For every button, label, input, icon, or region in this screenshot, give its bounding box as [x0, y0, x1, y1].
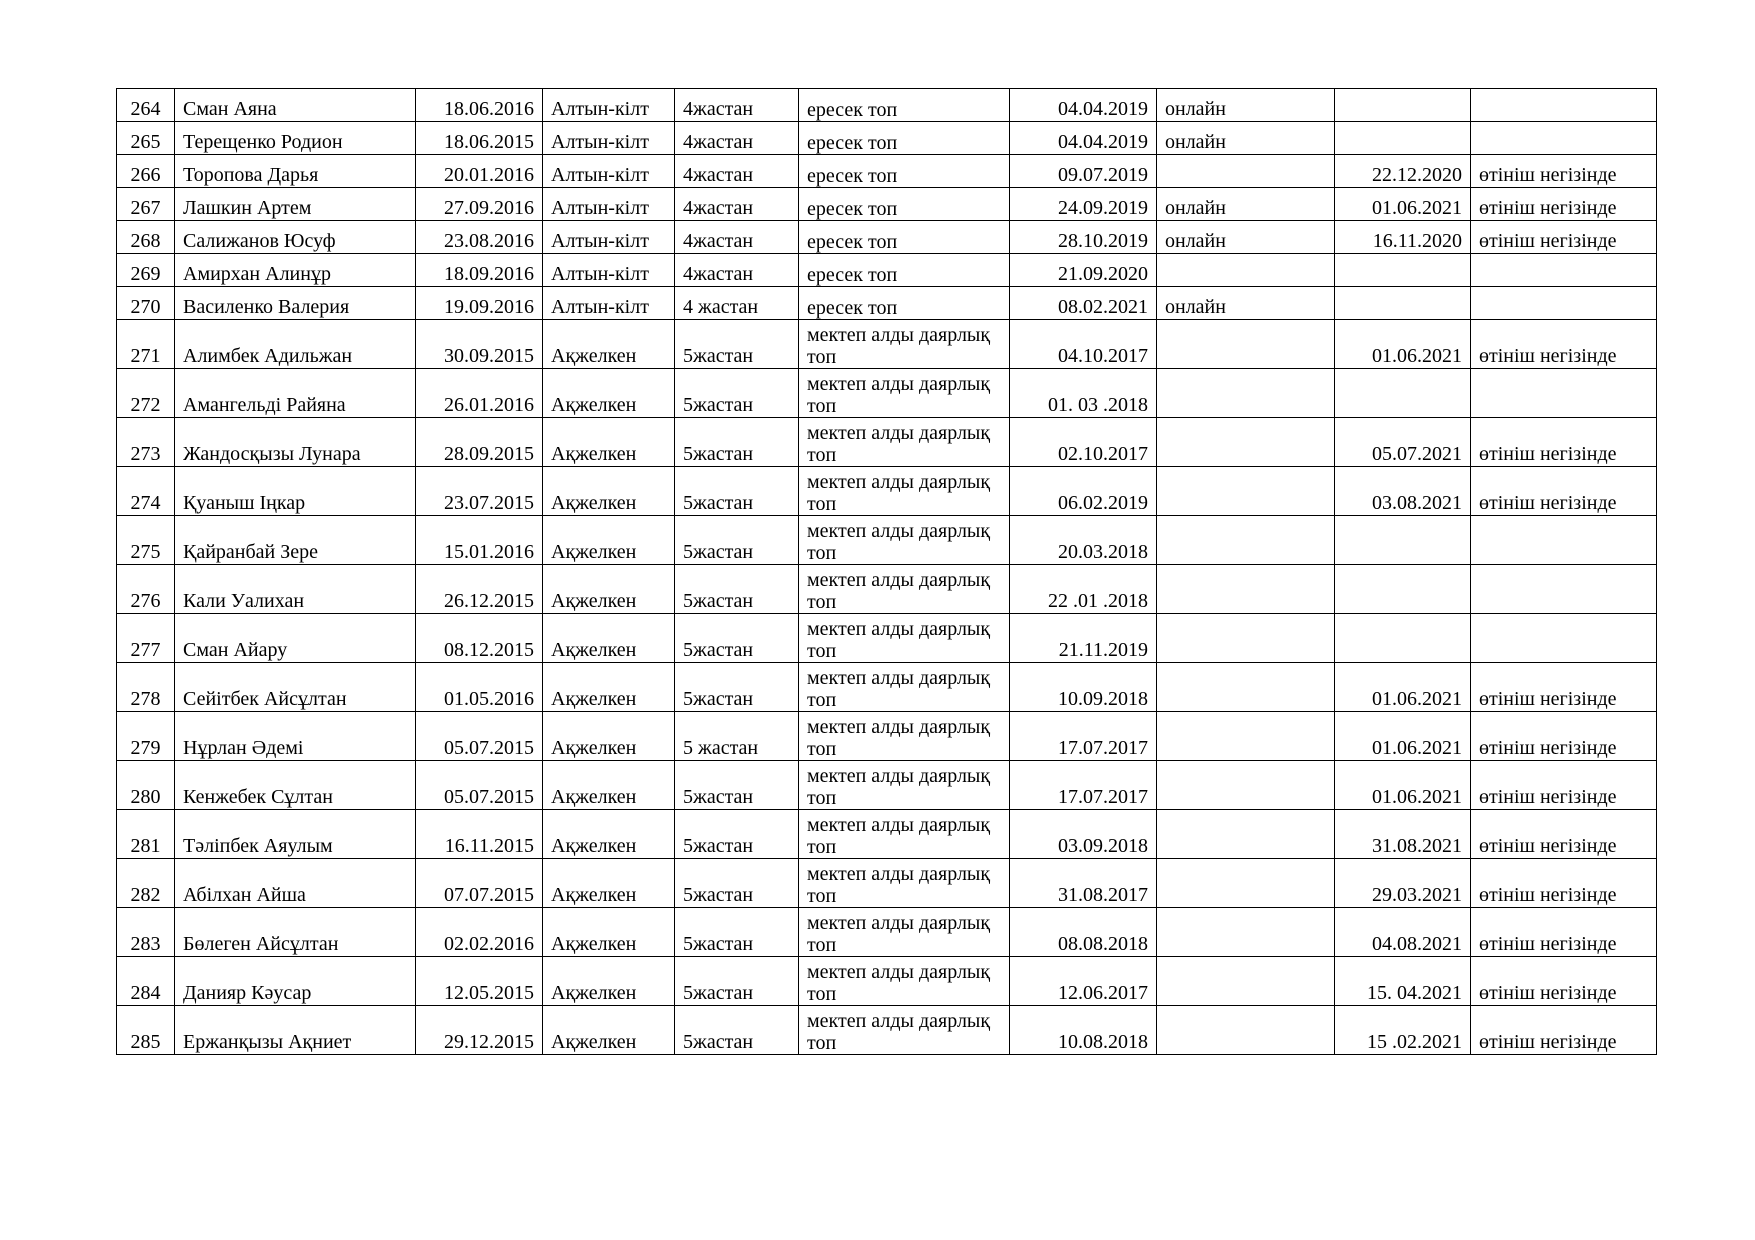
child-name-cell: Бөлеген Айсұлтан: [175, 908, 416, 957]
table-row: [117, 188, 1657, 221]
group-name-cell: Алтын-кілт: [543, 254, 675, 287]
group-type-cell: мектеп алды даярлық топ: [799, 369, 1010, 418]
admission-date-cell: 17.07.2017: [1010, 712, 1157, 761]
group-type-cell: мектеп алды даярлық топ: [799, 761, 1010, 810]
child-name-cell: Амирхан Алинұр: [175, 254, 416, 287]
leave-date-cell: [1335, 122, 1471, 155]
table-row: [117, 221, 1657, 254]
child-name-cell: Ержанқызы Ақниет: [175, 1006, 416, 1055]
child-name-cell: Қуаныш Іңкар: [175, 467, 416, 516]
table-row: [117, 89, 1657, 122]
leave-date-cell: 01.06.2021: [1335, 712, 1471, 761]
group-name-cell: Ақжелкен: [543, 320, 675, 369]
admission-date-cell: 21.11.2019: [1010, 614, 1157, 663]
row-number-cell: 280: [117, 761, 175, 810]
mode-cell: [1157, 810, 1335, 859]
age-cell: 5жастан: [675, 467, 799, 516]
age-cell: 5жастан: [675, 761, 799, 810]
leave-reason-cell: өтініш негізінде: [1471, 320, 1657, 369]
table-row: [117, 155, 1657, 188]
birth-date-cell: 01.05.2016: [416, 663, 543, 712]
birth-date-cell: 27.09.2016: [416, 188, 543, 221]
group-type-cell: мектеп алды даярлық топ: [799, 859, 1010, 908]
row-number-cell: 270: [117, 287, 175, 320]
row-number-cell: 274: [117, 467, 175, 516]
age-cell: 5жастан: [675, 810, 799, 859]
group-type-cell: мектеп алды даярлық топ: [799, 957, 1010, 1006]
leave-date-cell: [1335, 287, 1471, 320]
group-type-cell: мектеп алды даярлық топ: [799, 810, 1010, 859]
admission-date-cell: 06.02.2019: [1010, 467, 1157, 516]
group-name-cell: Алтын-кілт: [543, 287, 675, 320]
group-type-cell: мектеп алды даярлық топ: [799, 1006, 1010, 1055]
admission-date-cell: 24.09.2019: [1010, 188, 1157, 221]
leave-reason-cell: өтініш негізінде: [1471, 712, 1657, 761]
table-row: [117, 287, 1657, 320]
birth-date-cell: 18.09.2016: [416, 254, 543, 287]
row-number-cell: 283: [117, 908, 175, 957]
admission-date-cell: 28.10.2019: [1010, 221, 1157, 254]
admission-date-cell: 04.10.2017: [1010, 320, 1157, 369]
group-name-cell: Ақжелкен: [543, 565, 675, 614]
group-name-cell: Алтын-кілт: [543, 221, 675, 254]
mode-cell: [1157, 712, 1335, 761]
table-row: [117, 565, 1657, 614]
mode-cell: онлайн: [1157, 221, 1335, 254]
leave-date-cell: [1335, 565, 1471, 614]
row-number-cell: 267: [117, 188, 175, 221]
admission-date-cell: 31.08.2017: [1010, 859, 1157, 908]
table-row: [117, 810, 1657, 859]
group-type-cell: ересек топ: [799, 89, 1010, 122]
age-cell: 4жастан: [675, 188, 799, 221]
leave-reason-cell: [1471, 89, 1657, 122]
mode-cell: [1157, 663, 1335, 712]
group-name-cell: Ақжелкен: [543, 369, 675, 418]
age-cell: 4жастан: [675, 254, 799, 287]
table-row: [117, 122, 1657, 155]
row-number-cell: 273: [117, 418, 175, 467]
birth-date-cell: 08.12.2015: [416, 614, 543, 663]
group-type-cell: ересек топ: [799, 188, 1010, 221]
age-cell: 4 жастан: [675, 287, 799, 320]
child-name-cell: Кали Уалихан: [175, 565, 416, 614]
row-number-cell: 269: [117, 254, 175, 287]
birth-date-cell: 28.09.2015: [416, 418, 543, 467]
age-cell: 5жастан: [675, 565, 799, 614]
row-number-cell: 282: [117, 859, 175, 908]
child-name-cell: Кенжебек Сұлтан: [175, 761, 416, 810]
admission-date-cell: 09.07.2019: [1010, 155, 1157, 188]
row-number-cell: 281: [117, 810, 175, 859]
admission-date-cell: 20.03.2018: [1010, 516, 1157, 565]
mode-cell: [1157, 516, 1335, 565]
document-page: [116, 88, 1657, 1055]
table-row: [117, 369, 1657, 418]
birth-date-cell: 26.01.2016: [416, 369, 543, 418]
leave-date-cell: 16.11.2020: [1335, 221, 1471, 254]
admission-date-cell: 03.09.2018: [1010, 810, 1157, 859]
row-number-cell: 265: [117, 122, 175, 155]
birth-date-cell: 12.05.2015: [416, 957, 543, 1006]
leave-date-cell: 29.03.2021: [1335, 859, 1471, 908]
leave-reason-cell: [1471, 369, 1657, 418]
table-row: [117, 957, 1657, 1006]
age-cell: 5жастан: [675, 516, 799, 565]
table-row: [117, 1006, 1657, 1055]
age-cell: 5жастан: [675, 369, 799, 418]
table-body: [117, 89, 1657, 1055]
table-row: [117, 418, 1657, 467]
birth-date-cell: 05.07.2015: [416, 712, 543, 761]
row-number-cell: 277: [117, 614, 175, 663]
child-name-cell: Сейітбек Айсұлтан: [175, 663, 416, 712]
child-name-cell: Василенко Валерия: [175, 287, 416, 320]
group-name-cell: Ақжелкен: [543, 712, 675, 761]
admission-date-cell: 01. 03 .2018: [1010, 369, 1157, 418]
table-row: [117, 254, 1657, 287]
birth-date-cell: 23.08.2016: [416, 221, 543, 254]
table-row: [117, 663, 1657, 712]
row-number-cell: 285: [117, 1006, 175, 1055]
group-type-cell: ересек топ: [799, 155, 1010, 188]
birth-date-cell: 20.01.2016: [416, 155, 543, 188]
birth-date-cell: 07.07.2015: [416, 859, 543, 908]
mode-cell: [1157, 467, 1335, 516]
leave-reason-cell: өтініш негізінде: [1471, 908, 1657, 957]
leave-reason-cell: өтініш негізінде: [1471, 761, 1657, 810]
mode-cell: [1157, 1006, 1335, 1055]
birth-date-cell: 26.12.2015: [416, 565, 543, 614]
age-cell: 4жастан: [675, 122, 799, 155]
leave-date-cell: 31.08.2021: [1335, 810, 1471, 859]
mode-cell: [1157, 614, 1335, 663]
leave-date-cell: 01.06.2021: [1335, 188, 1471, 221]
leave-reason-cell: өтініш негізінде: [1471, 188, 1657, 221]
admission-date-cell: 22 .01 .2018: [1010, 565, 1157, 614]
leave-date-cell: 15 .02.2021: [1335, 1006, 1471, 1055]
age-cell: 5жастан: [675, 859, 799, 908]
age-cell: 5жастан: [675, 1006, 799, 1055]
leave-date-cell: 03.08.2021: [1335, 467, 1471, 516]
group-name-cell: Алтын-кілт: [543, 155, 675, 188]
mode-cell: [1157, 761, 1335, 810]
group-name-cell: Алтын-кілт: [543, 89, 675, 122]
row-number-cell: 276: [117, 565, 175, 614]
leave-reason-cell: [1471, 565, 1657, 614]
admission-date-cell: 17.07.2017: [1010, 761, 1157, 810]
leave-reason-cell: өтініш негізінде: [1471, 155, 1657, 188]
group-name-cell: Ақжелкен: [543, 859, 675, 908]
group-type-cell: мектеп алды даярлық топ: [799, 418, 1010, 467]
group-name-cell: Ақжелкен: [543, 614, 675, 663]
group-type-cell: мектеп алды даярлық топ: [799, 712, 1010, 761]
group-type-cell: ересек топ: [799, 221, 1010, 254]
group-type-cell: мектеп алды даярлық топ: [799, 614, 1010, 663]
row-number-cell: 279: [117, 712, 175, 761]
child-name-cell: Сман Айару: [175, 614, 416, 663]
group-name-cell: Ақжелкен: [543, 467, 675, 516]
group-type-cell: мектеп алды даярлық топ: [799, 320, 1010, 369]
group-type-cell: мектеп алды даярлық топ: [799, 908, 1010, 957]
group-type-cell: ересек топ: [799, 122, 1010, 155]
child-name-cell: Қайранбай Зере: [175, 516, 416, 565]
birth-date-cell: 02.02.2016: [416, 908, 543, 957]
group-name-cell: Ақжелкен: [543, 761, 675, 810]
leave-reason-cell: өтініш негізінде: [1471, 221, 1657, 254]
group-name-cell: Алтын-кілт: [543, 188, 675, 221]
group-type-cell: ересек топ: [799, 287, 1010, 320]
birth-date-cell: 19.09.2016: [416, 287, 543, 320]
age-cell: 5жастан: [675, 663, 799, 712]
row-number-cell: 266: [117, 155, 175, 188]
leave-date-cell: 05.07.2021: [1335, 418, 1471, 467]
row-number-cell: 284: [117, 957, 175, 1006]
age-cell: 4жастан: [675, 221, 799, 254]
leave-date-cell: 01.06.2021: [1335, 320, 1471, 369]
admission-date-cell: 04.04.2019: [1010, 89, 1157, 122]
mode-cell: [1157, 254, 1335, 287]
leave-date-cell: [1335, 614, 1471, 663]
group-type-cell: мектеп алды даярлық топ: [799, 565, 1010, 614]
mode-cell: [1157, 908, 1335, 957]
leave-date-cell: 15. 04.2021: [1335, 957, 1471, 1006]
child-name-cell: Терещенко Родион: [175, 122, 416, 155]
age-cell: 4жастан: [675, 155, 799, 188]
age-cell: 5жастан: [675, 614, 799, 663]
child-name-cell: Нұрлан Әдемі: [175, 712, 416, 761]
table-row: [117, 761, 1657, 810]
birth-date-cell: 30.09.2015: [416, 320, 543, 369]
admission-date-cell: 10.08.2018: [1010, 1006, 1157, 1055]
leave-reason-cell: өтініш негізінде: [1471, 467, 1657, 516]
table-row: [117, 614, 1657, 663]
leave-reason-cell: өтініш негізінде: [1471, 663, 1657, 712]
admission-date-cell: 08.08.2018: [1010, 908, 1157, 957]
table-row: [117, 908, 1657, 957]
group-name-cell: Ақжелкен: [543, 957, 675, 1006]
leave-date-cell: 22.12.2020: [1335, 155, 1471, 188]
table-row: [117, 516, 1657, 565]
birth-date-cell: 15.01.2016: [416, 516, 543, 565]
child-name-cell: Абілхан Айша: [175, 859, 416, 908]
mode-cell: [1157, 859, 1335, 908]
table-row: [117, 320, 1657, 369]
mode-cell: [1157, 418, 1335, 467]
group-type-cell: мектеп алды даярлық топ: [799, 663, 1010, 712]
child-name-cell: Торопова Дарья: [175, 155, 416, 188]
group-name-cell: Ақжелкен: [543, 908, 675, 957]
mode-cell: онлайн: [1157, 287, 1335, 320]
group-name-cell: Алтын-кілт: [543, 122, 675, 155]
admission-date-cell: 04.04.2019: [1010, 122, 1157, 155]
group-name-cell: Ақжелкен: [543, 418, 675, 467]
mode-cell: [1157, 320, 1335, 369]
child-name-cell: Сман Аяна: [175, 89, 416, 122]
child-name-cell: Амангельді Райяна: [175, 369, 416, 418]
leave-reason-cell: өтініш негізінде: [1471, 957, 1657, 1006]
admission-date-cell: 12.06.2017: [1010, 957, 1157, 1006]
child-name-cell: Тәліпбек Аяулым: [175, 810, 416, 859]
child-name-cell: Алимбек Адильжан: [175, 320, 416, 369]
birth-date-cell: 05.07.2015: [416, 761, 543, 810]
leave-reason-cell: [1471, 516, 1657, 565]
table-row: [117, 712, 1657, 761]
birth-date-cell: 29.12.2015: [416, 1006, 543, 1055]
mode-cell: [1157, 155, 1335, 188]
leave-date-cell: [1335, 369, 1471, 418]
leave-reason-cell: өтініш негізінде: [1471, 418, 1657, 467]
admission-date-cell: 02.10.2017: [1010, 418, 1157, 467]
row-number-cell: 268: [117, 221, 175, 254]
age-cell: 5жастан: [675, 418, 799, 467]
leave-date-cell: [1335, 254, 1471, 287]
group-type-cell: мектеп алды даярлық топ: [799, 516, 1010, 565]
group-type-cell: мектеп алды даярлық топ: [799, 467, 1010, 516]
age-cell: 5жастан: [675, 908, 799, 957]
age-cell: 4жастан: [675, 89, 799, 122]
age-cell: 5жастан: [675, 957, 799, 1006]
mode-cell: онлайн: [1157, 122, 1335, 155]
row-number-cell: 278: [117, 663, 175, 712]
child-name-cell: Жандосқызы Лунара: [175, 418, 416, 467]
group-type-cell: ересек топ: [799, 254, 1010, 287]
birth-date-cell: 18.06.2016: [416, 89, 543, 122]
leave-reason-cell: [1471, 614, 1657, 663]
group-name-cell: Ақжелкен: [543, 810, 675, 859]
child-name-cell: Данияр Кәусар: [175, 957, 416, 1006]
table-row: [117, 859, 1657, 908]
age-cell: 5жастан: [675, 320, 799, 369]
age-cell: 5 жастан: [675, 712, 799, 761]
row-number-cell: 275: [117, 516, 175, 565]
leave-reason-cell: [1471, 287, 1657, 320]
mode-cell: [1157, 957, 1335, 1006]
children-register-table: [116, 88, 1657, 1055]
mode-cell: онлайн: [1157, 188, 1335, 221]
group-name-cell: Ақжелкен: [543, 663, 675, 712]
admission-date-cell: 08.02.2021: [1010, 287, 1157, 320]
leave-date-cell: 04.08.2021: [1335, 908, 1471, 957]
leave-reason-cell: өтініш негізінде: [1471, 1006, 1657, 1055]
leave-date-cell: [1335, 89, 1471, 122]
leave-date-cell: [1335, 516, 1471, 565]
leave-reason-cell: өтініш негізінде: [1471, 859, 1657, 908]
mode-cell: онлайн: [1157, 89, 1335, 122]
leave-reason-cell: [1471, 254, 1657, 287]
birth-date-cell: 16.11.2015: [416, 810, 543, 859]
birth-date-cell: 23.07.2015: [416, 467, 543, 516]
leave-reason-cell: өтініш негізінде: [1471, 810, 1657, 859]
row-number-cell: 272: [117, 369, 175, 418]
child-name-cell: Лашкин Артем: [175, 188, 416, 221]
mode-cell: [1157, 369, 1335, 418]
mode-cell: [1157, 565, 1335, 614]
child-name-cell: Салижанов Юсуф: [175, 221, 416, 254]
group-name-cell: Ақжелкен: [543, 1006, 675, 1055]
table-row: [117, 467, 1657, 516]
leave-reason-cell: [1471, 122, 1657, 155]
admission-date-cell: 10.09.2018: [1010, 663, 1157, 712]
leave-date-cell: 01.06.2021: [1335, 761, 1471, 810]
admission-date-cell: 21.09.2020: [1010, 254, 1157, 287]
row-number-cell: 264: [117, 89, 175, 122]
group-name-cell: Ақжелкен: [543, 516, 675, 565]
leave-date-cell: 01.06.2021: [1335, 663, 1471, 712]
row-number-cell: 271: [117, 320, 175, 369]
birth-date-cell: 18.06.2015: [416, 122, 543, 155]
